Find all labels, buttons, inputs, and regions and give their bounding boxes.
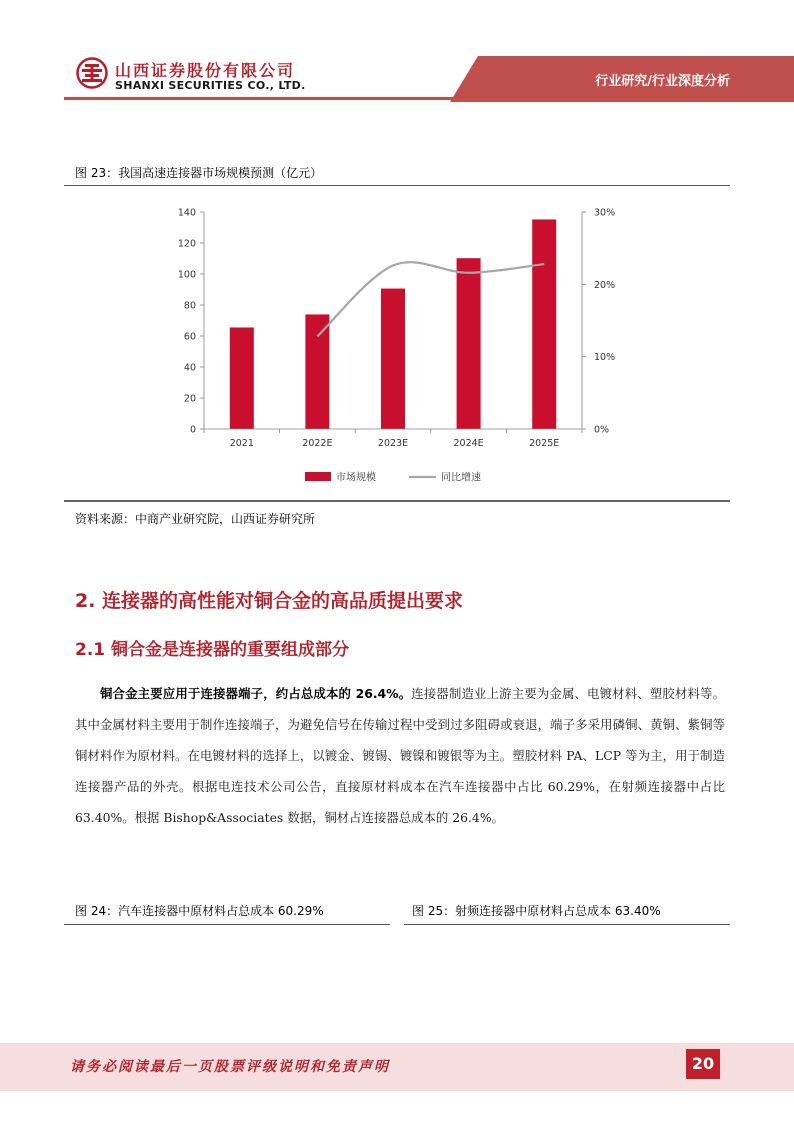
right-axis-tick-label: 20%	[594, 279, 616, 291]
bar-2023E	[381, 289, 405, 429]
bar-2021	[230, 327, 254, 429]
bar-series	[230, 219, 556, 429]
x-axis-label-2023E: 2023E	[377, 438, 409, 449]
page-number: 20	[686, 1049, 720, 1079]
subsection-heading: 2.1 铜合金是连接器的重要组成部分	[75, 640, 350, 660]
page-header	[0, 0, 794, 102]
legend-bar-swatch	[305, 472, 331, 481]
figure-23-bottom-rule	[64, 500, 730, 502]
x-axis-label-2025E: 2025E	[529, 438, 560, 449]
left-axis-tick-label: 80	[183, 300, 196, 312]
market-size-chart	[64, 192, 730, 498]
figure-25-title: 图 25：射频连接器中原材料占总成本 63.40%	[412, 904, 661, 918]
left-axis-tick-label: 40	[183, 362, 196, 374]
company-name-en: SHANXI SECURITIES CO., LTD.	[115, 79, 306, 92]
chart-legend	[305, 471, 481, 484]
left-axis-tick-label: 140	[177, 207, 196, 219]
paragraph-lead: 铜合金主要应用于连接器端子，约占总成本的 26.4%。	[100, 686, 412, 701]
figure-23-source: 资料来源：中商产业研究院，山西证券研究所	[75, 512, 316, 526]
left-axis-tick-label: 60	[183, 331, 196, 343]
right-axis-tick-label: 30%	[594, 207, 616, 219]
figure-23-title: 图 23：我国高速连接器市场规模预测（亿元）	[75, 166, 323, 180]
left-axis	[178, 208, 204, 436]
growth-rate-line	[317, 262, 544, 336]
body-paragraph	[75, 678, 725, 833]
report-type-label: 行业研究/行业深度分析	[595, 74, 730, 89]
bar-2025E	[532, 219, 556, 429]
figure-25-rule	[404, 924, 730, 925]
x-axis-label-2022E: 2022E	[302, 438, 333, 449]
paragraph-text: 连接器制造业上游主要为金属、电镀材料、塑胶材料等。其中金属材料主要用于制作连接端子，为避免信号在传输过程中受到过多阻碍或衰退，端子多采用磷铜、黄铜、紫铜等铜材料作为原材料。在电镀材料的选择上，以镀金、镀锡、镀镍和镀银等为主。塑胶材料 PA、LCP 等为主，用于制造连接器产品的外壳。根据电连技术公司公告，直接原材料成本在汽车连接器中占比 60.29%，在射频连接器中占比 63.40%。根据 Bishop&Associates 数据，铜材占连接器总成本的 26.4%。	[75, 686, 725, 825]
left-axis-tick-label: 100	[177, 269, 196, 281]
figure-24-rule	[64, 924, 390, 925]
left-axis-tick-label: 120	[177, 238, 196, 250]
line-series	[317, 262, 544, 336]
bar-2024E	[457, 258, 481, 429]
section-heading: 2. 连接器的高性能对铜合金的高品质提出要求	[75, 590, 464, 612]
bar-2022E	[305, 314, 329, 429]
figure-23-top-rule	[64, 185, 730, 186]
right-axis	[582, 208, 615, 436]
company-name-cn: 山西证券股份有限公司	[115, 61, 296, 80]
x-axis-labels	[204, 429, 582, 449]
company-logo-icon	[76, 57, 108, 89]
left-axis-tick-label: 0	[189, 424, 196, 436]
x-axis-label-2024E: 2024E	[453, 438, 484, 449]
right-axis-tick-label: 10%	[594, 352, 616, 364]
header-divider	[64, 97, 794, 100]
x-axis-label-2021: 2021	[229, 438, 254, 449]
footer-disclaimer: 请务必阅读最后一页股票评级说明和免责声明	[70, 1059, 390, 1075]
left-axis-tick-label: 20	[183, 393, 196, 405]
figure-24-title: 图 24：汽车连接器中原材料占总成本 60.29%	[75, 904, 324, 918]
legend-line-label: 同比增速	[441, 472, 481, 484]
legend-bar-label: 市场规模	[336, 472, 376, 484]
right-axis-tick-label: 0%	[594, 424, 610, 436]
